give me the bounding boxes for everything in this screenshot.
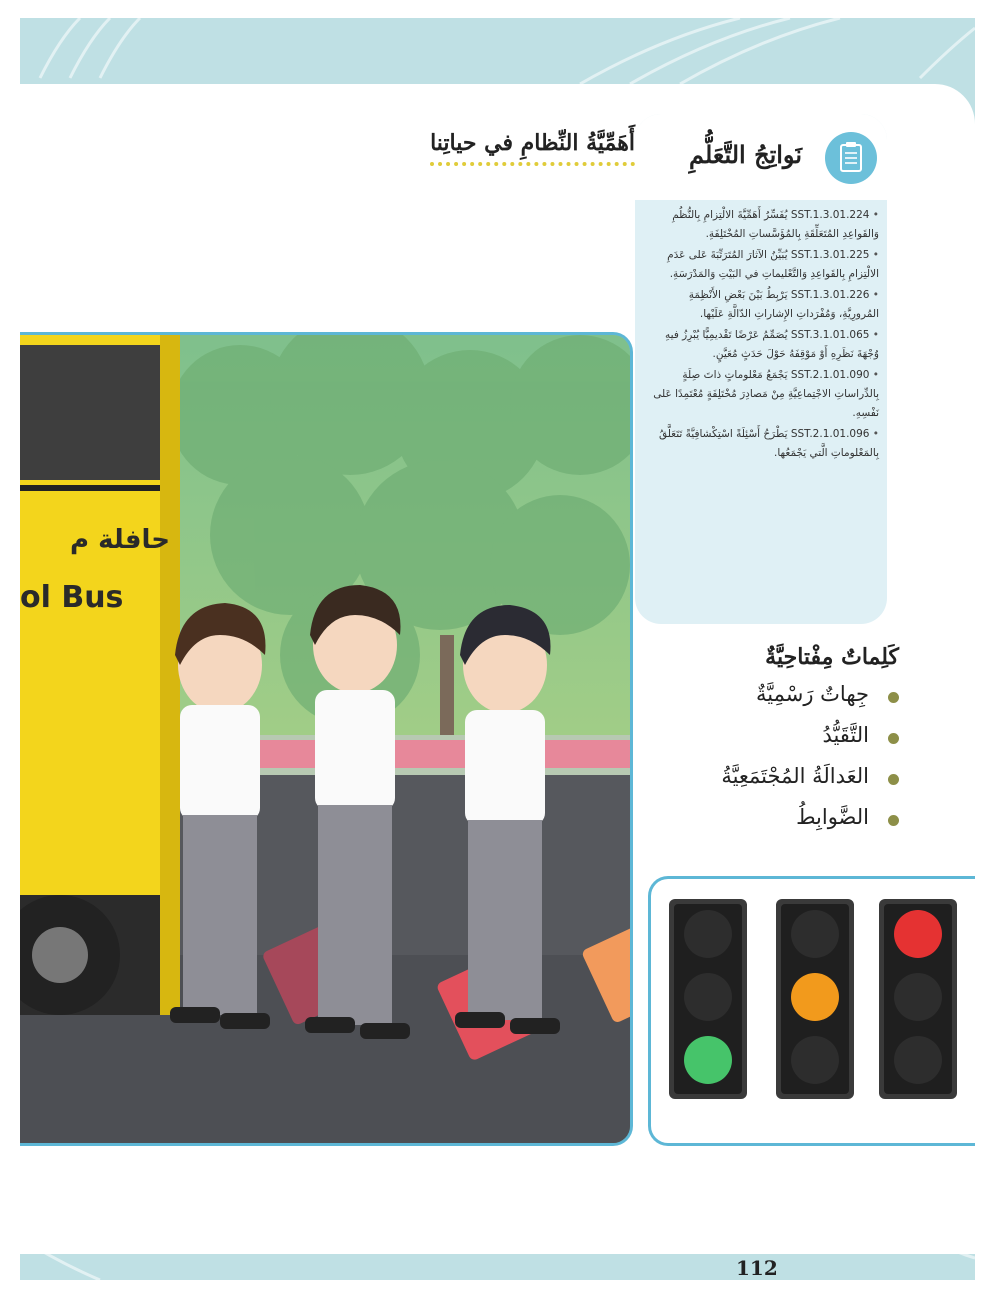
keyword-text: الضَّوابِطُ [796,805,869,829]
students-boarding-bus-illustration [20,332,633,1146]
traffic-light-amber [776,899,854,1099]
bullet-icon [888,692,899,703]
bus-sign-english: ol Bus [20,580,124,615]
keyword-text: جِهاتٌ رَسْمِيَّةٌ [756,682,869,706]
page-content [20,84,975,1254]
keyword-text: التَّقَيُّدُ [822,723,869,747]
keywords-heading: كَلِماتٌ مِفْتاحِيَّةٌ [765,644,899,670]
bullet-icon [888,774,899,785]
traffic-light-green [669,899,747,1099]
outcome-item: • SST.1.3.01.224 يُفَسِّرُ أَهَمِّيَّةَ الالْتِزامِ بِالنُّظُمِ وَالقَواعِدِ المُتَعَلِّقَةِ بِالمُؤَسَّساتِ المُخْتَلِفَةِ. [647,206,879,244]
outcome-item: • SST.2.1.01.090 يَجْمَعُ مَعْلوماتٍ ذاتَ صِلَةٍ بِالدِّراساتِ الاجْتِماعِيَّةِ مِنْ مَصادِرَ مُخْتَلِفَةٍ مُعْتَمِدًا عَلى نَفْسِهِ. [647,366,879,423]
keyword-item [659,764,899,805]
outcomes-heading: نَواتِجُ التَّعَلُّمِ [689,140,802,169]
keyword-item [659,805,899,846]
keyword-text: العَدالَةُ المُجْتَمَعِيَّةُ [721,764,869,788]
traffic-light-red [879,899,957,1099]
keyword-item [659,682,899,723]
bullet-icon [888,733,899,744]
outcome-item: • SST.2.1.01.096 يَطْرَحُ أَسْئِلَةً اسْتِكْشافِيَّةً تَتَعَلَّقُ بِالمَعْلوماتِ الَّتي يَجْمَعُها. [647,425,879,463]
bullet-icon [888,815,899,826]
traffic-lights-panel [648,876,975,1146]
outcomes-list [647,206,879,465]
bus-sign-arabic: حافلة م [69,525,170,555]
outcomes-header [635,114,887,200]
learning-outcomes-panel [635,114,887,624]
outcome-item: • SST.3.1.01.065 يُصَمِّمُ عَرْضًا تَقْديمِيًّا يُبْرِزُ فيهِ وُجْهَةَ نَظَرِهِ أَوْ مَوْقِفَهُ حَوْلَ حَدَثٍ مُعَيَّنٍ. [647,326,879,364]
lesson-title: أَهَمِّيَّةُ النِّظامِ في حياتِنا [430,130,635,156]
outcome-item: • SST.1.3.01.226 يَرْبِطُ بَيْنَ بَعْضِ الأَنْظِمَةِ المُرورِيَّةِ، وَمُفْرَداتِ الإِشاراتِ الدّالَّةِ عَلَيْها. [647,286,879,324]
clipboard-icon [825,132,877,184]
outcome-item: • SST.1.3.01.225 يُبَيِّنُ الآثارَ المُتَرَتِّبَةَ عَلى عَدَمِ الالْتِزامِ بِالقَواعِدِ وَالتَّعْليماتِ في البَيْتِ وَالمَدْرَسَةِ. [647,246,879,284]
page-number: 112 [736,1256,778,1280]
lesson-title-block [430,130,635,170]
keywords-block [659,644,899,846]
keyword-item [659,723,899,764]
title-underline [430,162,635,170]
